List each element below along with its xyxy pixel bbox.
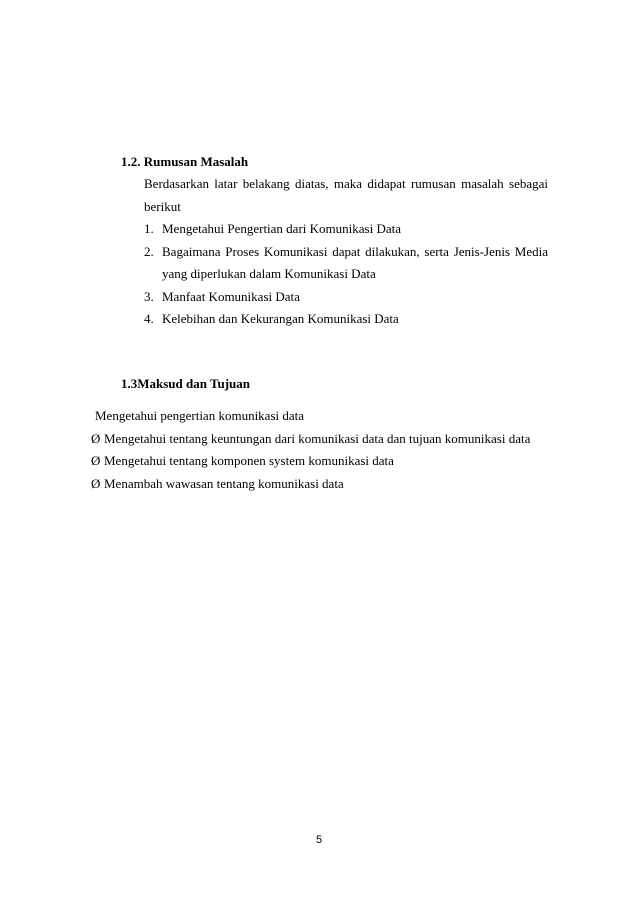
list-item-text: Kelebihan dan Kekurangan Komunikasi Data <box>162 311 399 326</box>
tujuan-bullet-item: Menambah wawasan tentang komunikasi data <box>104 476 344 491</box>
page-number: 5 <box>315 834 323 846</box>
section-heading-maksud-tujuan: 1.3Maksud dan Tujuan <box>121 376 250 391</box>
list-item-number: 3. <box>144 289 154 304</box>
list-item-text: Mengetahui Pengertian dari Komunikasi Data <box>162 221 401 236</box>
intro-paragraph-line-1: Berdasarkan latar belakang diatas, maka didapat rumusan masalah sebagai <box>144 176 548 191</box>
section-heading-rumusan-masalah: 1.2. Rumusan Masalah <box>121 154 249 169</box>
list-item-text: Bagaimana Proses Komunikasi dapat dilakukan, serta Jenis-Jenis Media <box>162 244 548 259</box>
list-item-text: Manfaat Komunikasi Data <box>162 289 300 304</box>
intro-paragraph-line-2: berikut <box>144 199 181 214</box>
tujuan-bullet-item: Mengetahui tentang komponen system komunikasi data <box>104 453 394 468</box>
tujuan-bullet-item: Mengetahui tentang keuntungan dari komunikasi data dan tujuan komunikasi data <box>104 431 531 446</box>
bullet-icon: Ø <box>91 476 101 491</box>
bullet-icon: Ø <box>91 453 101 468</box>
list-item-number: 4. <box>144 311 154 326</box>
tujuan-first-line: Mengetahui pengertian komunikasi data <box>95 408 305 423</box>
list-item-number: 2. <box>144 244 154 259</box>
list-item-text-continuation: yang diperlukan dalam Komunikasi Data <box>162 266 376 281</box>
list-item-number: 1. <box>144 221 154 236</box>
bullet-icon: Ø <box>91 431 101 446</box>
